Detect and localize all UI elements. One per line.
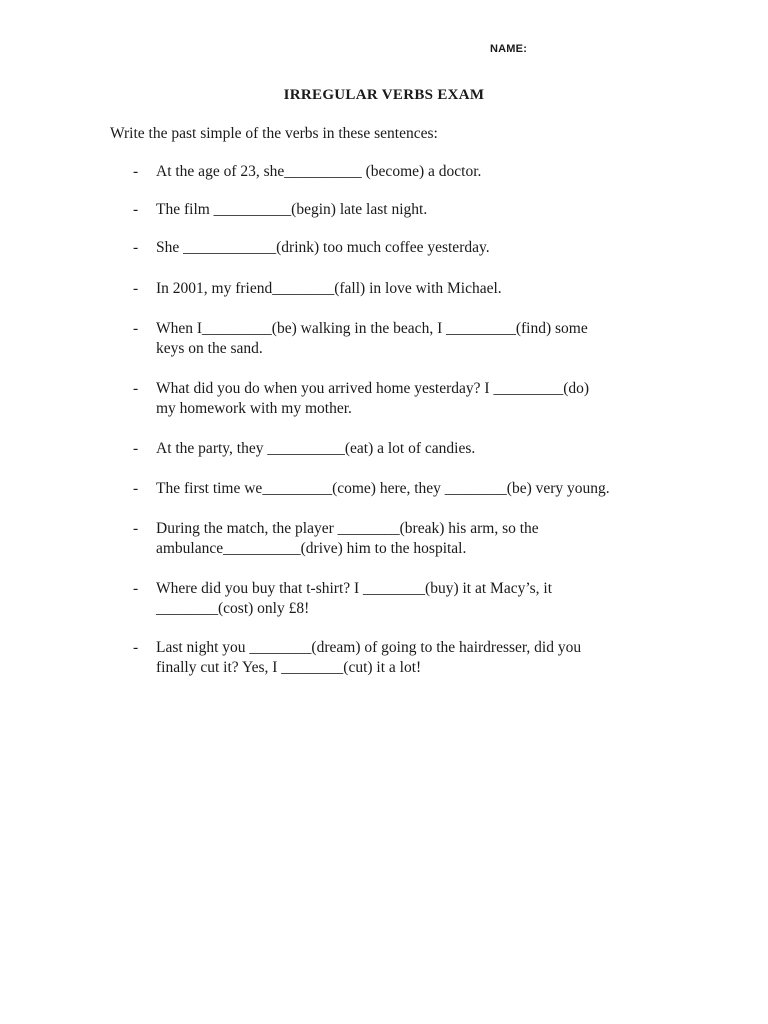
list-dash: - — [133, 440, 139, 457]
list-dash: - — [133, 520, 139, 537]
exercise-item — [133, 319, 663, 358]
exercise-item — [133, 200, 663, 220]
list-dash: - — [133, 480, 139, 497]
list-dash: - — [133, 163, 139, 180]
list-dash: - — [133, 639, 139, 656]
exercise-sentence: The first time we_________(come) here, they ________(be) very young. — [156, 480, 610, 497]
exercise-sentence: In 2001, my friend________(fall) in love with Michael. — [156, 280, 502, 297]
exercise-sentence: Last night you ________(dream) of going to the hairdresser, did you finally cut it? Yes, I ________(cut) it a lot! — [156, 639, 582, 676]
exercise-item — [133, 638, 663, 677]
exercise-item — [133, 519, 663, 558]
exercise-item — [133, 479, 663, 499]
list-dash: - — [133, 239, 139, 256]
instructions: Write the past simple of the verbs in these sentences: — [110, 125, 438, 142]
exercise-sentence: During the match, the player ________(break) his arm, so the ambulance__________(drive) him to the hospital. — [156, 520, 539, 557]
list-dash: - — [133, 280, 139, 297]
exercise-sentence: She ____________(drink) too much coffee yesterday. — [156, 239, 490, 256]
exercise-item — [133, 439, 663, 459]
exercise-sentence: Where did you buy that t-shirt? I ________(buy) it at Macy’s, it ________(cost) only £8! — [156, 580, 553, 617]
exercise-item — [133, 379, 663, 418]
exercise-sentence: What did you do when you arrived home yesterday? I _________(do) my homework with my mother. — [156, 380, 590, 417]
exam-title: IRREGULAR VERBS EXAM — [283, 87, 485, 103]
exercise-item — [133, 279, 663, 299]
exercise-sentence: At the age of 23, she__________ (become) a doctor. — [156, 163, 482, 180]
list-dash: - — [133, 380, 139, 397]
exercise-item — [133, 238, 663, 258]
exercise-sentence: When I_________(be) walking in the beach, I _________(find) some keys on the sand. — [156, 320, 588, 357]
exercise-sentence: At the party, they __________(eat) a lot of candies. — [156, 440, 476, 457]
list-dash: - — [133, 201, 139, 218]
name-label: NAME: — [490, 43, 528, 55]
list-dash: - — [133, 320, 139, 337]
list-dash: - — [133, 580, 139, 597]
exercise-item — [133, 579, 663, 618]
exercise-item — [133, 162, 663, 182]
exercise-sentence: The film __________(begin) late last night. — [156, 201, 428, 218]
